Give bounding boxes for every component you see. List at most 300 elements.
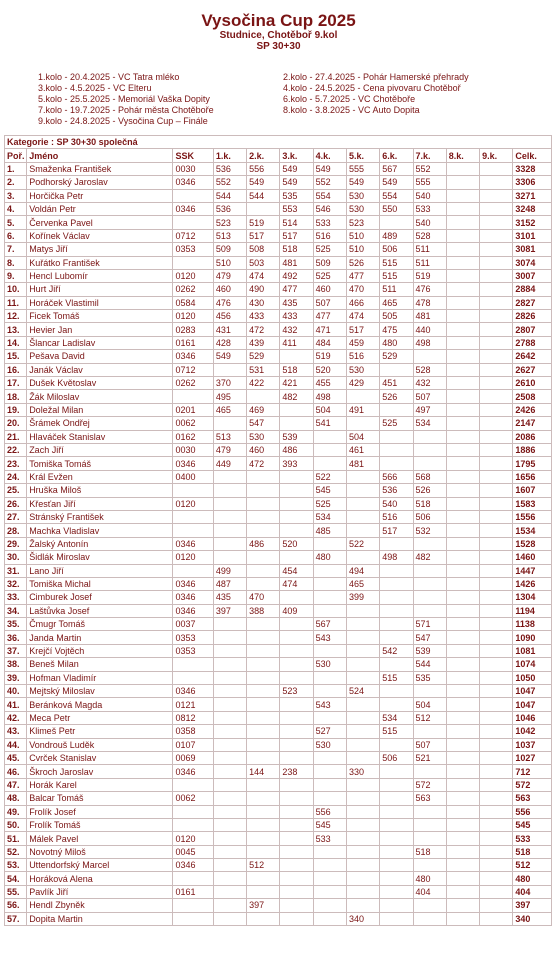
score-cell: 460 <box>247 443 280 456</box>
score-cell <box>480 269 513 282</box>
name-cell: Cimburek Josef <box>27 591 173 604</box>
score-cell <box>446 618 479 631</box>
score-cell <box>247 631 280 644</box>
category-label: SP 30+30 <box>256 41 301 52</box>
score-cell: 472 <box>247 457 280 470</box>
rank-cell: 36. <box>5 631 27 644</box>
score-cell <box>413 564 446 577</box>
score-cell <box>213 912 246 925</box>
rank-cell: 34. <box>5 604 27 617</box>
score-cell: 534 <box>313 510 346 523</box>
rank-cell: 49. <box>5 805 27 818</box>
table-row <box>5 564 552 577</box>
table-row <box>5 350 552 363</box>
score-cell: 465 <box>213 403 246 416</box>
score-cell: 563 <box>413 792 446 805</box>
score-cell <box>446 269 479 282</box>
score-cell: 0346 <box>173 577 213 590</box>
rank-cell: 8. <box>5 256 27 269</box>
score-cell <box>247 497 280 510</box>
score-cell: 554 <box>380 189 413 202</box>
score-cell <box>380 591 413 604</box>
score-cell <box>446 658 479 671</box>
rank-cell: 57. <box>5 912 27 925</box>
table-row <box>5 725 552 738</box>
total-cell: 1074 <box>513 658 552 671</box>
rank-cell: 54. <box>5 872 27 885</box>
score-cell: 0353 <box>173 631 213 644</box>
score-cell: 543 <box>313 631 346 644</box>
score-cell <box>313 430 346 443</box>
score-cell <box>446 336 479 349</box>
score-cell <box>346 832 379 845</box>
score-cell <box>446 738 479 751</box>
score-cell <box>480 443 513 456</box>
score-cell <box>213 859 246 872</box>
name-cell: Klimeš Petr <box>27 725 173 738</box>
score-cell <box>380 403 413 416</box>
score-cell: 485 <box>313 524 346 537</box>
score-cell <box>446 671 479 684</box>
score-cell: 539 <box>280 430 313 443</box>
score-cell: 511 <box>380 283 413 296</box>
round-item: 5.kolo - 25.5.2025 - Memoriál Vaška Dopity <box>38 94 210 104</box>
score-cell: 470 <box>346 283 379 296</box>
rank-cell: 37. <box>5 644 27 657</box>
score-cell <box>346 751 379 764</box>
name-cell: Hencl Lubomír <box>27 269 173 282</box>
rank-cell: 27. <box>5 510 27 523</box>
total-cell: 3248 <box>513 202 552 215</box>
score-cell <box>346 510 379 523</box>
score-cell <box>413 859 446 872</box>
score-cell: 549 <box>247 176 280 189</box>
table-row <box>5 912 552 925</box>
rank-cell: 52. <box>5 845 27 858</box>
rank-cell: 42. <box>5 711 27 724</box>
score-cell <box>380 564 413 577</box>
total-cell: 3081 <box>513 243 552 256</box>
score-cell <box>480 430 513 443</box>
score-cell <box>247 644 280 657</box>
name-cell: Hofman Vladimír <box>27 671 173 684</box>
score-cell <box>413 912 446 925</box>
score-cell <box>480 698 513 711</box>
score-cell <box>480 216 513 229</box>
score-cell <box>380 537 413 550</box>
score-cell <box>480 591 513 604</box>
score-cell <box>380 698 413 711</box>
score-cell <box>480 912 513 925</box>
score-cell: 476 <box>213 296 246 309</box>
table-row <box>5 658 552 671</box>
score-cell: 0400 <box>173 470 213 483</box>
score-cell <box>480 510 513 523</box>
score-cell: 510 <box>346 229 379 242</box>
score-cell <box>247 510 280 523</box>
score-cell: 549 <box>380 176 413 189</box>
score-cell <box>346 658 379 671</box>
score-cell <box>313 457 346 470</box>
score-cell <box>480 644 513 657</box>
score-cell <box>480 832 513 845</box>
score-cell <box>247 671 280 684</box>
score-cell <box>213 417 246 430</box>
score-cell <box>280 658 313 671</box>
score-cell: 0346 <box>173 176 213 189</box>
score-cell: 432 <box>413 377 446 390</box>
table-row <box>5 885 552 898</box>
table-row <box>5 591 552 604</box>
score-cell: 546 <box>313 202 346 215</box>
score-cell: 0712 <box>173 363 213 376</box>
total-cell: 512 <box>513 859 552 872</box>
score-cell <box>480 751 513 764</box>
score-cell <box>213 832 246 845</box>
score-cell <box>413 818 446 831</box>
score-cell: 486 <box>280 443 313 456</box>
name-cell: Ficek Tomáš <box>27 310 173 323</box>
score-cell: 492 <box>280 269 313 282</box>
score-cell: 549 <box>346 176 379 189</box>
table-row <box>5 162 552 175</box>
score-cell: 545 <box>313 484 346 497</box>
total-cell: 1304 <box>513 591 552 604</box>
total-cell: 2807 <box>513 323 552 336</box>
score-cell: 480 <box>413 872 446 885</box>
total-cell: 1556 <box>513 510 552 523</box>
score-cell: 0120 <box>173 497 213 510</box>
score-cell <box>480 377 513 390</box>
score-cell <box>446 176 479 189</box>
score-cell: 529 <box>380 350 413 363</box>
table-row <box>5 551 552 564</box>
score-cell <box>380 885 413 898</box>
score-cell <box>446 711 479 724</box>
score-cell <box>480 484 513 497</box>
score-cell <box>380 792 413 805</box>
score-cell <box>346 872 379 885</box>
score-cell <box>213 470 246 483</box>
table-row <box>5 283 552 296</box>
score-cell <box>346 631 379 644</box>
score-cell <box>247 658 280 671</box>
name-cell: Pešava David <box>27 350 173 363</box>
score-cell: 474 <box>280 577 313 590</box>
score-cell: 433 <box>280 310 313 323</box>
score-cell: 509 <box>313 256 346 269</box>
name-cell: Laštůvka Josef <box>27 604 173 617</box>
score-cell <box>480 537 513 550</box>
total-cell: 1081 <box>513 644 552 657</box>
score-cell: 503 <box>247 256 280 269</box>
rank-cell: 39. <box>5 671 27 684</box>
score-cell <box>446 644 479 657</box>
score-cell <box>413 457 446 470</box>
page-title: Vysočina Cup 2025 <box>201 11 356 30</box>
score-cell: 489 <box>380 229 413 242</box>
score-cell: 510 <box>213 256 246 269</box>
name-cell: Voldán Petr <box>27 202 173 215</box>
score-cell: 550 <box>380 202 413 215</box>
score-cell: 506 <box>380 243 413 256</box>
category-row: Kategorie : SP 30+30 společná <box>5 136 552 149</box>
table-row <box>5 510 552 523</box>
score-cell <box>446 885 479 898</box>
score-cell: 539 <box>413 644 446 657</box>
table-row <box>5 269 552 282</box>
table-row <box>5 859 552 872</box>
rank-cell: 38. <box>5 658 27 671</box>
name-cell: Horáček Vlastimil <box>27 296 173 309</box>
name-cell: Novotný Miloš <box>27 845 173 858</box>
score-cell: 533 <box>313 216 346 229</box>
score-cell <box>413 591 446 604</box>
score-cell: 0107 <box>173 738 213 751</box>
total-cell: 3074 <box>513 256 552 269</box>
rank-cell: 46. <box>5 765 27 778</box>
score-cell <box>280 912 313 925</box>
score-cell <box>446 296 479 309</box>
score-cell: 0358 <box>173 725 213 738</box>
score-cell <box>413 443 446 456</box>
score-cell: 494 <box>346 564 379 577</box>
score-cell: 549 <box>280 162 313 175</box>
total-cell: 2147 <box>513 417 552 430</box>
score-cell: 523 <box>346 216 379 229</box>
score-cell: 428 <box>213 336 246 349</box>
score-cell <box>346 604 379 617</box>
score-cell <box>413 537 446 550</box>
score-cell <box>213 872 246 885</box>
rank-cell: 31. <box>5 564 27 577</box>
name-cell: Mejtský Miloslav <box>27 685 173 698</box>
total-cell: 1426 <box>513 577 552 590</box>
score-cell: 552 <box>413 162 446 175</box>
score-cell <box>346 470 379 483</box>
name-cell: Červenka Pavel <box>27 216 173 229</box>
score-cell <box>173 671 213 684</box>
score-cell <box>446 912 479 925</box>
score-cell <box>346 792 379 805</box>
score-cell: 547 <box>413 631 446 644</box>
score-cell: 519 <box>247 216 280 229</box>
score-cell: 480 <box>313 551 346 564</box>
name-cell: Beneš Milan <box>27 658 173 671</box>
score-cell <box>280 818 313 831</box>
score-cell <box>346 644 379 657</box>
score-cell: 553 <box>280 202 313 215</box>
total-cell: 1194 <box>513 604 552 617</box>
score-cell <box>480 765 513 778</box>
score-cell <box>446 470 479 483</box>
score-cell: 525 <box>380 417 413 430</box>
table-row <box>5 336 552 349</box>
score-cell: 404 <box>413 885 446 898</box>
score-cell: 0346 <box>173 350 213 363</box>
score-cell: 512 <box>413 711 446 724</box>
score-cell <box>446 417 479 430</box>
score-cell <box>213 818 246 831</box>
score-cell <box>480 792 513 805</box>
score-cell <box>480 497 513 510</box>
score-cell: 393 <box>280 457 313 470</box>
rounds-left-column <box>38 72 283 127</box>
score-cell: 465 <box>346 577 379 590</box>
score-cell: 511 <box>413 243 446 256</box>
score-cell <box>213 805 246 818</box>
round-item: 7.kolo - 19.7.2025 - Pohár města Chotěboře <box>38 105 214 115</box>
table-row <box>5 189 552 202</box>
score-cell <box>247 698 280 711</box>
rank-cell: 26. <box>5 497 27 510</box>
score-cell: 0346 <box>173 202 213 215</box>
score-cell <box>446 350 479 363</box>
results-table <box>4 135 552 926</box>
rank-cell: 16. <box>5 363 27 376</box>
score-cell: 0161 <box>173 885 213 898</box>
score-cell <box>480 283 513 296</box>
score-cell: 527 <box>313 725 346 738</box>
name-cell: Šrámek Ondřej <box>27 417 173 430</box>
score-cell <box>213 363 246 376</box>
rank-cell: 56. <box>5 899 27 912</box>
score-cell: 486 <box>247 537 280 550</box>
rank-cell: 25. <box>5 484 27 497</box>
score-cell <box>346 390 379 403</box>
score-cell <box>346 484 379 497</box>
score-cell <box>446 685 479 698</box>
score-cell <box>480 631 513 644</box>
table-row <box>5 845 552 858</box>
score-cell <box>480 243 513 256</box>
score-cell <box>346 725 379 738</box>
score-cell: 0121 <box>173 698 213 711</box>
score-cell <box>213 899 246 912</box>
round-item: 1.kolo - 20.4.2025 - VC Tatra mléko <box>38 72 180 82</box>
score-cell: 540 <box>380 497 413 510</box>
score-cell: 474 <box>346 310 379 323</box>
score-cell: 526 <box>380 390 413 403</box>
table-row <box>5 390 552 403</box>
score-cell: 0120 <box>173 832 213 845</box>
table-row <box>5 765 552 778</box>
score-cell <box>480 363 513 376</box>
rank-cell: 14. <box>5 336 27 349</box>
score-cell <box>313 685 346 698</box>
score-cell: 524 <box>346 685 379 698</box>
score-cell: 0037 <box>173 618 213 631</box>
score-cell: 536 <box>213 202 246 215</box>
score-cell <box>280 778 313 791</box>
score-cell <box>313 778 346 791</box>
column-header: Celk. <box>513 149 552 162</box>
score-cell: 517 <box>346 323 379 336</box>
score-cell <box>213 885 246 898</box>
score-cell: 491 <box>346 403 379 416</box>
score-cell: 530 <box>346 363 379 376</box>
score-cell <box>173 510 213 523</box>
name-cell: Uttendorfský Marcel <box>27 859 173 872</box>
score-cell <box>213 685 246 698</box>
score-cell: 507 <box>413 738 446 751</box>
score-cell: 523 <box>280 685 313 698</box>
score-cell: 479 <box>213 269 246 282</box>
score-cell <box>346 618 379 631</box>
round-item: 3.kolo - 4.5.2025 - VC Elteru <box>38 83 152 93</box>
score-cell: 0346 <box>173 457 213 470</box>
total-cell: 2826 <box>513 310 552 323</box>
score-cell <box>380 363 413 376</box>
table-row <box>5 484 552 497</box>
score-cell <box>380 832 413 845</box>
score-cell: 476 <box>413 283 446 296</box>
score-cell <box>380 604 413 617</box>
name-cell: Čmugr Tomáš <box>27 618 173 631</box>
table-row <box>5 363 552 376</box>
score-cell <box>446 430 479 443</box>
score-cell: 525 <box>313 243 346 256</box>
score-cell: 506 <box>413 510 446 523</box>
name-cell: Smaženka František <box>27 162 173 175</box>
name-cell: Balcar Tomáš <box>27 792 173 805</box>
score-cell: 0062 <box>173 792 213 805</box>
score-cell <box>213 618 246 631</box>
score-cell: 460 <box>213 283 246 296</box>
score-cell <box>446 698 479 711</box>
total-cell: 1047 <box>513 698 552 711</box>
score-cell <box>380 845 413 858</box>
name-cell: Matys Jiří <box>27 243 173 256</box>
score-cell: 507 <box>313 296 346 309</box>
rank-cell: 10. <box>5 283 27 296</box>
total-cell: 1886 <box>513 443 552 456</box>
score-cell: 484 <box>313 336 346 349</box>
score-cell <box>380 738 413 751</box>
score-cell: 439 <box>247 336 280 349</box>
score-cell: 499 <box>213 564 246 577</box>
score-cell <box>346 711 379 724</box>
score-cell <box>313 443 346 456</box>
score-cell: 516 <box>313 229 346 242</box>
score-cell: 549 <box>313 162 346 175</box>
score-cell <box>480 658 513 671</box>
rank-cell: 41. <box>5 698 27 711</box>
score-cell <box>173 805 213 818</box>
name-cell: Kořínek Václav <box>27 229 173 242</box>
total-cell: 2086 <box>513 430 552 443</box>
score-cell: 520 <box>313 363 346 376</box>
score-cell: 0062 <box>173 417 213 430</box>
score-cell: 525 <box>313 269 346 282</box>
score-cell: 532 <box>413 524 446 537</box>
score-cell: 0353 <box>173 243 213 256</box>
name-cell: Pavlík Jiří <box>27 885 173 898</box>
score-cell: 0346 <box>173 537 213 550</box>
score-cell: 469 <box>247 403 280 416</box>
column-header: 7.k. <box>413 149 446 162</box>
score-cell: 0346 <box>173 591 213 604</box>
table-row <box>5 216 552 229</box>
score-cell: 535 <box>413 671 446 684</box>
score-cell <box>446 202 479 215</box>
score-cell: 555 <box>413 176 446 189</box>
score-cell <box>280 591 313 604</box>
score-cell <box>480 457 513 470</box>
score-cell: 0201 <box>173 403 213 416</box>
total-cell: 397 <box>513 899 552 912</box>
score-cell: 466 <box>346 296 379 309</box>
